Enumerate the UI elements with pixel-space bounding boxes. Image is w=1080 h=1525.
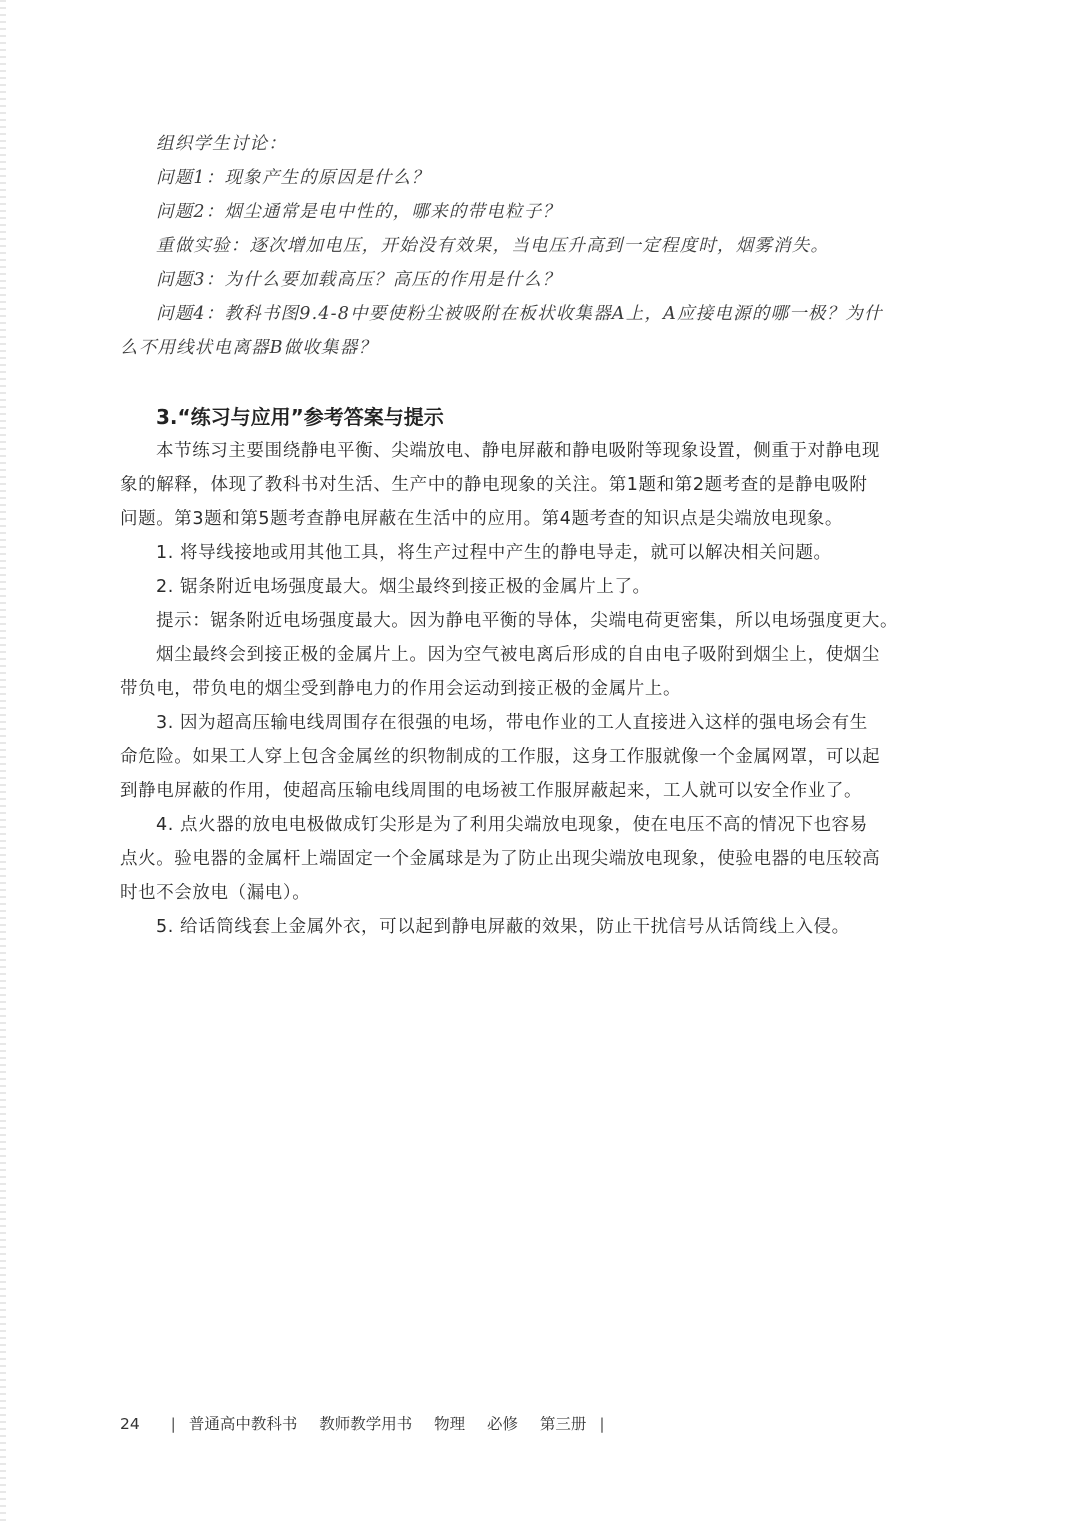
footer-book-type: 普通高中教科书 <box>188 1415 298 1433</box>
intro-line-1: 本节练习主要围绕静电平衡、尖端放电、静电屏蔽和静电吸附等现象设置，侧重于对静电现 <box>156 441 880 461</box>
footer-volume: 第三册 <box>539 1415 587 1433</box>
answer-2-hint: 提示：锯条附近电场强度最大。因为静电平衡的导体，尖端电荷更密集，所以电场强度更大。 <box>156 611 899 631</box>
answer-2-explain-line-1: 烟尘最终会到接正极的金属片上。因为空气被电离后形成的自由电子吸附到烟尘上，使烟尘 <box>156 645 880 665</box>
scan-edge <box>0 0 6 1525</box>
redo-experiment: 重做实验：逐次增加电压，开始没有效果，当电压升高到一定程度时，烟雾消失。 <box>156 236 830 256</box>
footer-separator: | <box>170 1415 176 1433</box>
page-footer <box>120 1412 613 1434</box>
question-3: 问题3：为什么要加载高压？高压的作用是什么？ <box>156 270 562 290</box>
footer-level: 必修 <box>487 1415 519 1433</box>
answer-2-explain-line-2: 带负电，带负电的烟尘受到静电力的作用会运动到接正极的金属片上。 <box>120 679 682 699</box>
intro-line-2: 象的解释，体现了教科书对生活、生产中的静电现象的关注。第1题和第2题考查的是静电吸附 <box>120 475 868 495</box>
answer-1: 1. 将导线接地或用其他工具，将生产过程中产生的静电导走，就可以解决相关问题。 <box>156 543 832 563</box>
answer-3-line-2: 命危险。如果工人穿上包含金属丝的织物制成的工作服，这身工作服就像一个金属网罩，可以起 <box>120 747 881 767</box>
question-1: 问题1：现象产生的原因是什么？ <box>156 168 431 188</box>
question-4-line-2: 么不用线状电离器B做收集器？ <box>120 338 378 358</box>
page-number: 24 <box>120 1415 140 1433</box>
section-heading: 3.“练习与应用”参考答案与提示 <box>156 405 444 429</box>
footer-separator-end: | <box>599 1415 605 1433</box>
footer-subject: 物理 <box>434 1415 466 1433</box>
answer-4-line-3: 时也不会放电（漏电）。 <box>120 883 311 903</box>
answer-2: 2. 锯条附近电场强度最大。烟尘最终到接正极的金属片上了。 <box>156 577 651 597</box>
section-block <box>120 400 920 944</box>
answer-4-line-1: 4. 点火器的放电电极做成钉尖形是为了利用尖端放电现象，使在电压不高的情况下也容易 <box>156 815 868 835</box>
answer-4-line-2: 点火。验电器的金属杆上端固定一个金属球是为了防止出现尖端放电现象，使验电器的电压较高 <box>120 849 881 869</box>
discussion-block <box>120 127 920 365</box>
answer-5: 5. 给话筒线套上金属外衣，可以起到静电屏蔽的效果，防止干扰信号从话筒线上入侵。 <box>156 917 850 937</box>
question-4-line-1: 问题4：教科书图9.4-8中要使粉尘被吸附在板状收集器A上，A应接电源的哪一极？为什 <box>156 304 883 324</box>
footer-book-title: 教师教学用书 <box>319 1415 413 1433</box>
question-2: 问题2：烟尘通常是电中性的，哪来的带电粒子？ <box>156 202 562 222</box>
answer-3-line-3: 到静电屏蔽的作用，使超高压输电线周围的电场被工作服屏蔽起来，工人就可以安全作业了。 <box>120 781 863 801</box>
intro-line-3: 问题。第3题和第5题考查静电屏蔽在生活中的应用。第4题考查的知识点是尖端放电现象。 <box>120 509 843 529</box>
discussion-intro: 组织学生讨论： <box>156 134 287 154</box>
answer-3-line-1: 3. 因为超高压输电线周围存在很强的电场，带电作业的工人直接进入这样的强电场会有生 <box>156 713 868 733</box>
